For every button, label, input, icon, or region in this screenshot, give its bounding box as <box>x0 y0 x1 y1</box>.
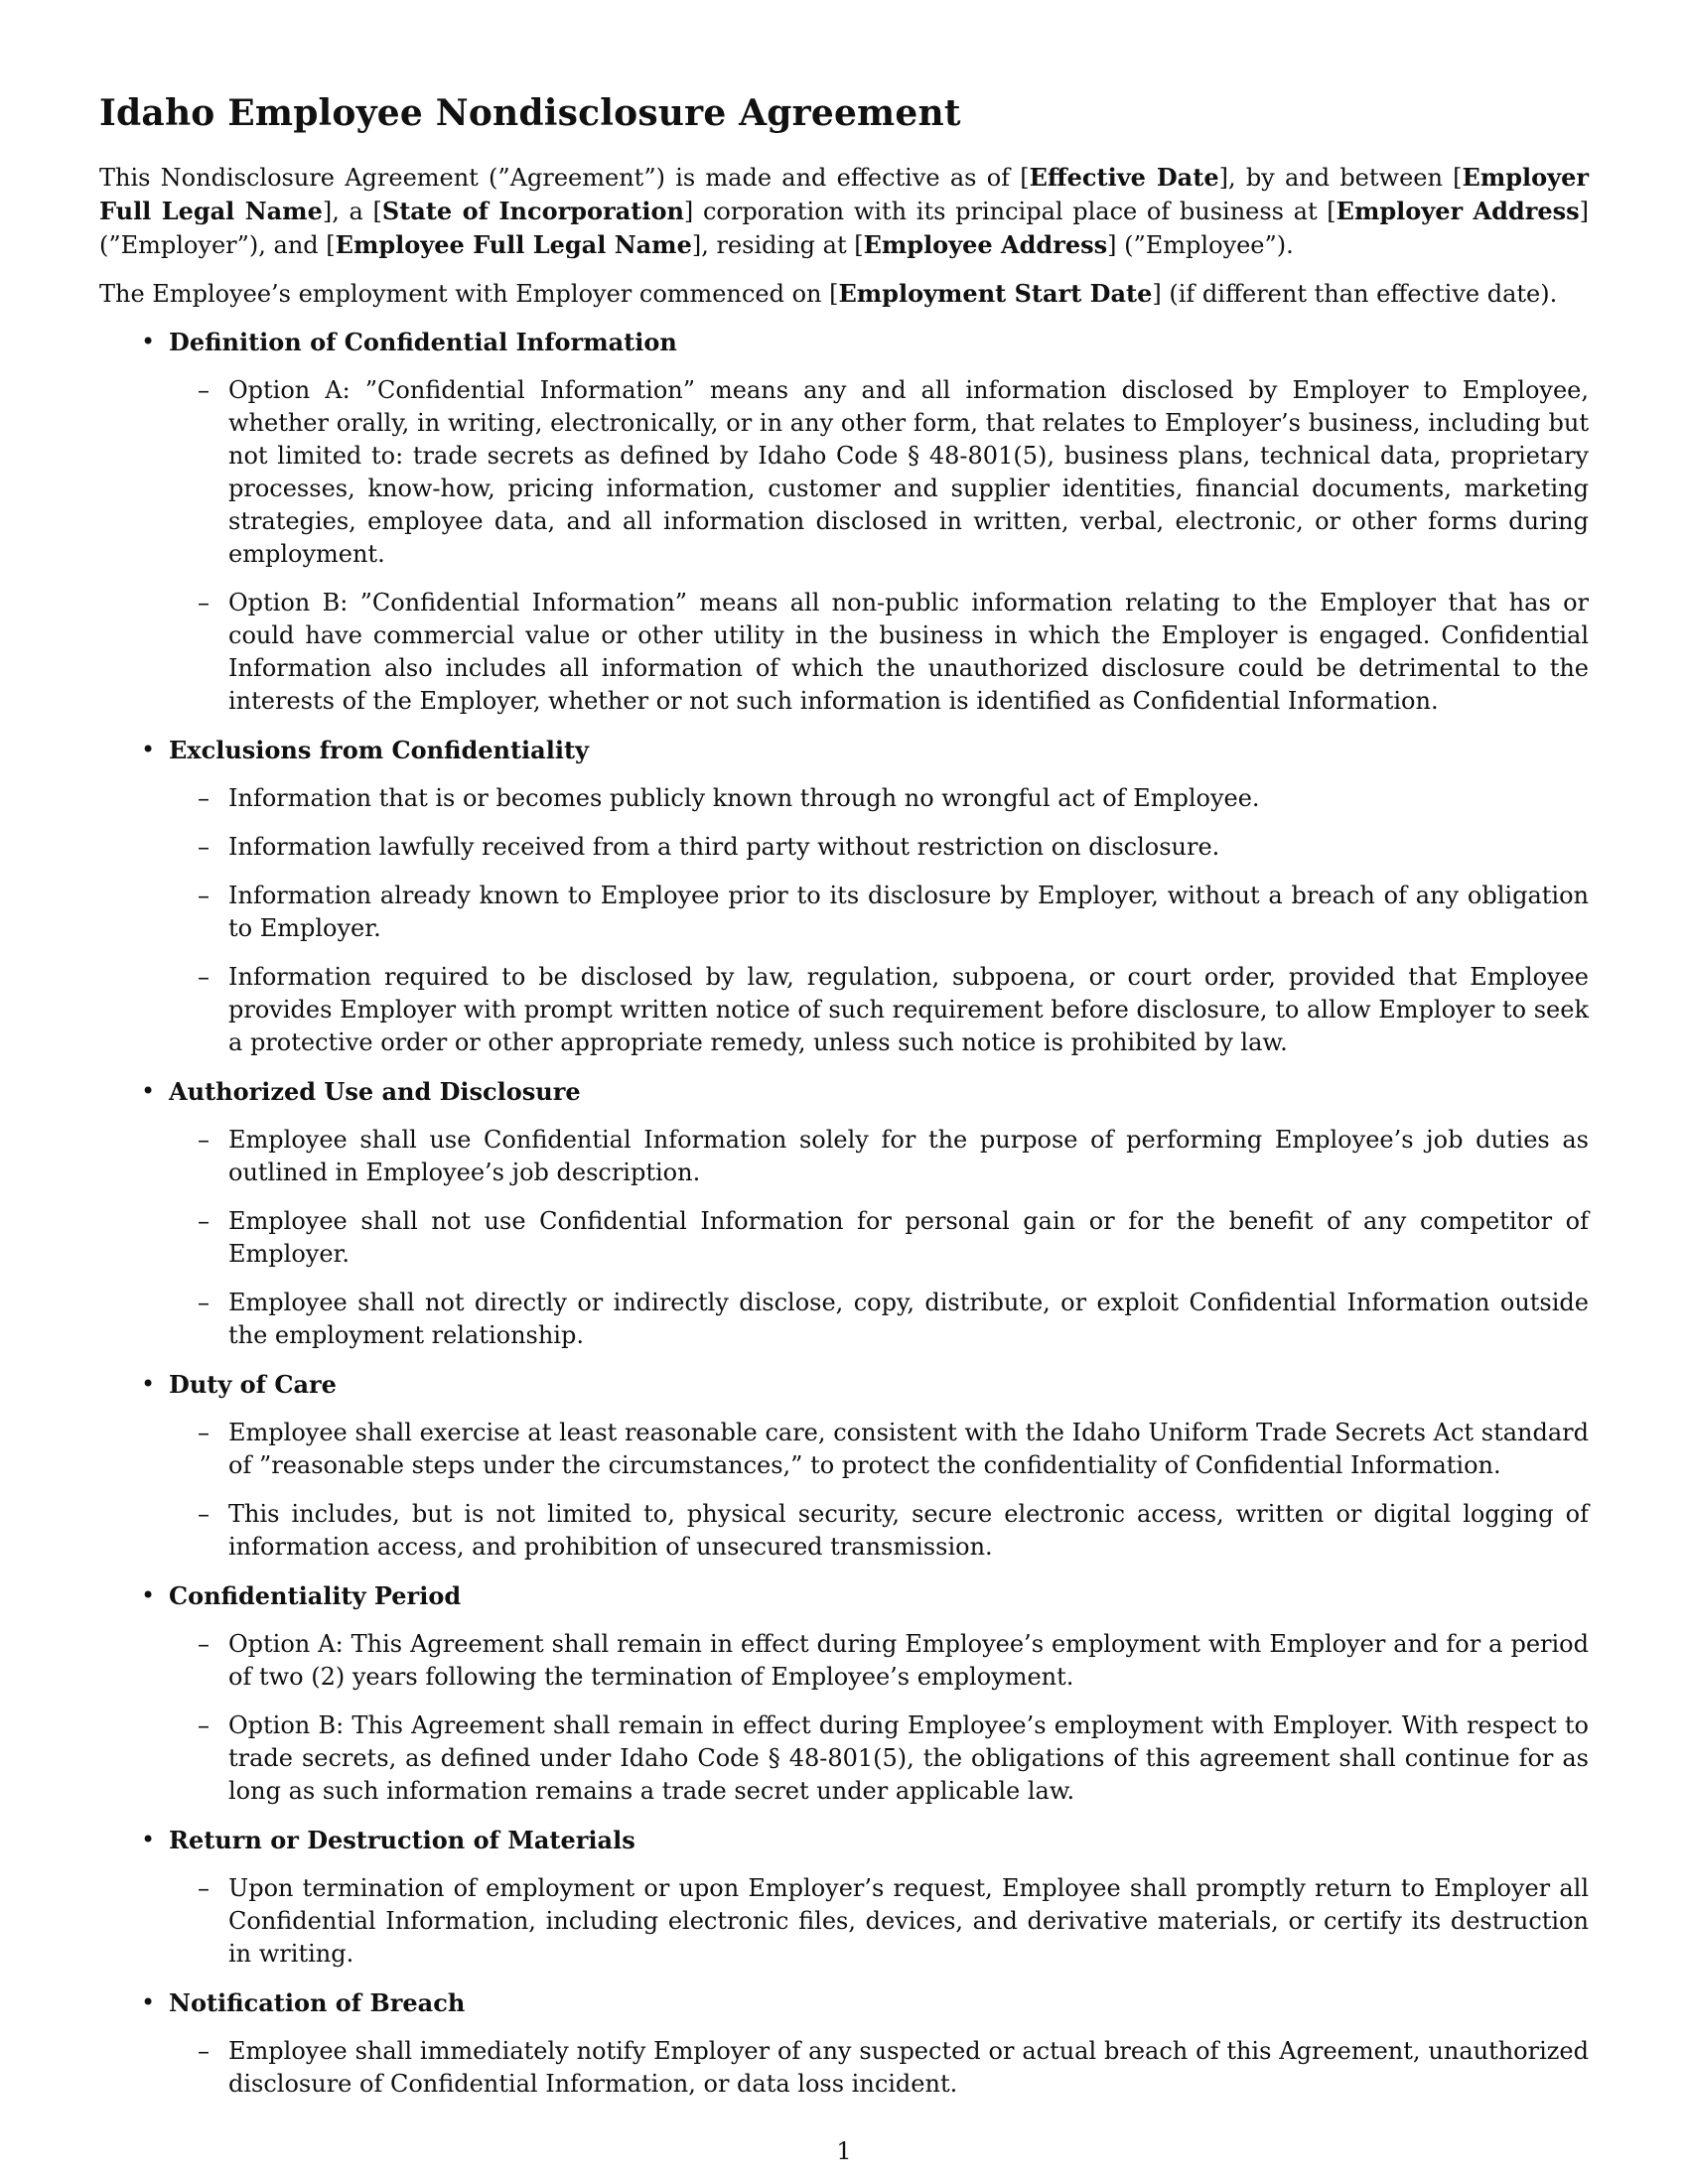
section-list <box>99 326 1589 2101</box>
sub-item <box>169 587 1589 718</box>
sub-item <box>169 2035 1589 2101</box>
dash-icon: – <box>198 1874 210 1902</box>
paragraph-text: ], a [ <box>322 198 382 225</box>
sub-item-text: Employee shall not directly or indirectly disclose, copy, distribute, or exploit Confidential Information outside the employment relationship. <box>228 1289 1589 1349</box>
sub-item-text: Upon termination of employment or upon Employer’s request, Employee shall promptly return to Employer all Confidential Information, including electronic files, devices, and derivative materials, or certify its destruction in writing. <box>228 1874 1589 1968</box>
dash-icon: – <box>198 784 210 812</box>
bullet-icon: • <box>141 1581 156 1609</box>
sub-item-list <box>169 1124 1589 1352</box>
paragraph-text: ], residing at [ <box>691 231 864 259</box>
section-item <box>99 326 1589 718</box>
sub-item <box>169 1872 1589 1971</box>
document-page <box>99 91 1589 2116</box>
dash-icon: – <box>198 1500 210 1528</box>
dash-icon: – <box>198 2037 210 2065</box>
paragraph-text: ], by and between [ <box>1218 164 1463 192</box>
dash-icon: – <box>198 1711 210 1739</box>
section-item <box>99 1824 1589 1971</box>
sub-item-text: Employee shall not use Confidential Information for personal gain or for the benefit of any competitor of Employer. <box>228 1207 1589 1268</box>
section-heading: Definition of Confidential Information <box>169 328 677 356</box>
sub-item <box>169 1498 1589 1564</box>
sub-item-list <box>169 1628 1589 1808</box>
sub-item-text: Employee shall immediately notify Employer of any suspected or actual breach of this Agreement, unauthorized disclosure of Confidential Information, or data loss incident. <box>228 2037 1589 2098</box>
sub-item <box>169 1709 1589 1808</box>
sub-item-list <box>169 374 1589 718</box>
sub-item-text: Option A: This Agreement shall remain in effect during Employee’s employment with Employer and for a period of two (2) years following the termination of Employee’s employment. <box>228 1630 1589 1691</box>
sub-item-text: Information required to be disclosed by law, regulation, subpoena, or court order, provided that Employee provides Employer with prompt written notice of such requirement before disclosure, to allow Employer to seek a protective order or other appropriate remedy, unless such notice is prohibited by law. <box>228 963 1589 1056</box>
dash-icon: – <box>198 963 210 991</box>
section-item <box>99 1986 1589 2101</box>
section-heading: Authorized Use and Disclosure <box>169 1077 581 1106</box>
page-number: 1 <box>836 2137 852 2165</box>
section-item <box>99 1075 1589 1352</box>
paragraph-text: ] corporation with its principal place of business at [ <box>683 198 1336 225</box>
sub-item-text: Option B: This Agreement shall remain in effect during Employee’s employment with Employer. With respect to trade secrets, as defined under Idaho Code § 48-801(5), the obligations of this agreement shall continue for as long as such information remains a trade secret under applicable law. <box>228 1711 1589 1805</box>
section-heading: Notification of Breach <box>169 1988 466 2017</box>
sub-item-list <box>169 1872 1589 1971</box>
placeholder-field: Employer Full Legal Name <box>99 163 1589 225</box>
dash-icon: – <box>198 833 210 861</box>
bullet-icon: • <box>141 328 156 355</box>
bullet-icon: • <box>141 1988 156 2016</box>
sub-item-text: Option B: ”Confidential Information” means all non-public information relating to the Employer that has or could have commercial value or other utility in the business in which the Employer is engaged. Confidential Information also includes all information of which the unauthorized disclosure could be detrimental to the interests of the Employer, whether or not such information is identified as Confidential Information. <box>228 589 1589 715</box>
document-title: Idaho Employee Nondisclosure Agreement <box>99 92 961 134</box>
sub-item-text: Employee shall exercise at least reasonable care, consistent with the Idaho Uniform Trade Secrets Act standard of ”reasonable steps under the circumstances,” to protect the confidentiality of Confidential Information. <box>228 1419 1589 1479</box>
section-item <box>99 734 1589 1059</box>
sub-item <box>169 961 1589 1059</box>
sub-item <box>169 1628 1589 1694</box>
paragraph-text: The Employee’s employment with Employer commenced on [ <box>99 280 839 308</box>
section-heading: Return or Destruction of Materials <box>169 1826 635 1854</box>
placeholder-field: Employer Address <box>1336 197 1580 225</box>
intro-paragraph <box>99 277 1589 311</box>
sub-item-text: This includes, but is not limited to, physical security, secure electronic access, written or digital logging of information access, and prohibition of unsecured transmission. <box>228 1500 1589 1561</box>
placeholder-field: Employee Address <box>863 230 1108 259</box>
dash-icon: – <box>198 1419 210 1446</box>
sub-item-text: Information that is or becomes publicly known through no wrongful act of Employee. <box>228 784 1260 812</box>
section-heading: Exclusions from Confidentiality <box>169 736 589 764</box>
sub-item-text: Information already known to Employee prior to its disclosure by Employer, without a breach of any obligation to Employer. <box>228 882 1589 942</box>
dash-icon: – <box>198 1207 210 1235</box>
placeholder-field: Employee Full Legal Name <box>335 230 692 259</box>
sub-item-text: Employee shall use Confidential Information solely for the purpose of performing Employee’s job duties as outlined in Employee’s job description. <box>228 1126 1589 1186</box>
bullet-icon: • <box>141 1826 156 1853</box>
bullet-icon: • <box>141 1370 156 1398</box>
placeholder-field: Effective Date <box>1029 163 1219 192</box>
bullet-icon: • <box>141 736 156 763</box>
paragraph-text: This Nondisclosure Agreement (”Agreement”) is made and effective as of [ <box>99 164 1030 192</box>
sub-item-text: Option A: ”Confidential Information” means any and all information disclosed by Employer to Employee, whether orally, in writing, electronically, or in any other form, that relates to Employer’s business, including but not limited to: trade secrets as defined by Idaho Code § 48-801(5), business plans, technical data, proprietary processes, know-how, pricing information, customer and supplier identities, financial documents, marketing strategies, employee data, and all information disclosed in written, verbal, electronic, or other forms during employment. <box>228 376 1589 568</box>
sub-item <box>169 782 1589 815</box>
dash-icon: – <box>198 1126 210 1154</box>
section-heading: Confidentiality Period <box>169 1581 462 1610</box>
sub-item-list <box>169 782 1589 1059</box>
sub-item <box>169 880 1589 945</box>
sub-item <box>169 1287 1589 1352</box>
section-item <box>99 1579 1589 1808</box>
placeholder-field: Employment Start Date <box>838 279 1153 308</box>
dash-icon: – <box>198 1630 210 1658</box>
dash-icon: – <box>198 589 210 616</box>
sub-item <box>169 374 1589 571</box>
intro-paragraph <box>99 161 1589 262</box>
sub-item <box>169 1205 1589 1271</box>
dash-icon: – <box>198 376 210 404</box>
paragraph-text: ] (”Employer”), and [ <box>99 198 1590 259</box>
sub-item-list <box>169 1417 1589 1564</box>
sub-item-list <box>169 2035 1589 2101</box>
intro-section <box>99 161 1589 311</box>
sub-item <box>169 1124 1589 1189</box>
sub-item <box>169 1417 1589 1482</box>
bullet-icon: • <box>141 1077 156 1105</box>
section-item <box>99 1368 1589 1564</box>
sub-item-text: Information lawfully received from a third party without restriction on disclosure. <box>228 833 1220 861</box>
dash-icon: – <box>198 1289 210 1316</box>
sub-item <box>169 831 1589 864</box>
paragraph-text: ] (if different than effective date). <box>1152 280 1558 308</box>
section-heading: Duty of Care <box>169 1370 337 1399</box>
placeholder-field: State of Incorporation <box>381 197 684 225</box>
paragraph-text: ] (”Employee”). <box>1107 231 1294 259</box>
dash-icon: – <box>198 882 210 909</box>
